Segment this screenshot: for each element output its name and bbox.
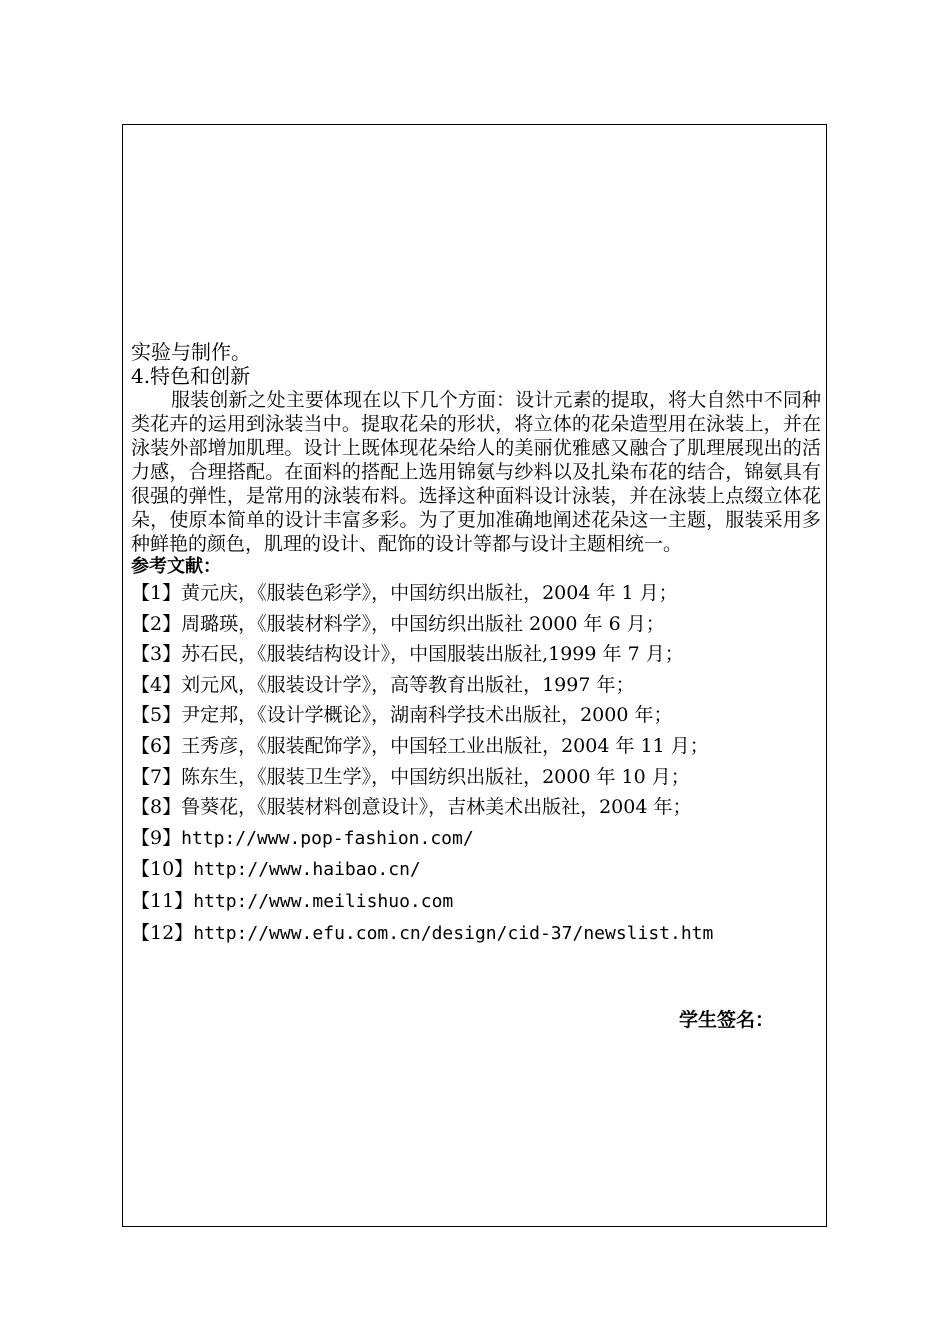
- reference-number: 【2】: [131, 612, 182, 635]
- continuation-text: 实验与制作。: [131, 340, 251, 364]
- reference-number: 【4】: [131, 673, 182, 696]
- body-paragraph: 服装创新之处主要体现在以下几个方面：设计元素的提取，将大自然中不同种类花卉的运用到泳装当中。提取花朵的形状，将立体的花朵造型用在泳装上，并在泳装外部增加肌理。设计上既体现花朵给人的美丽优雅感又融合了肌理展现出的活力感，合理搭配。在面料的搭配上选用锦氨与纱料以及扎染布花的结合，锦氨具有很强的弹性，是常用的泳装布料。选择这种面料设计泳装，并在泳装上点缀立体花朵，使原本简单的设计丰富多彩。为了更加准确地阐述花朵这一主题，服装采用多种鲜艳的颜色，肌理的设计、配饰的设计等都与设计主题相统一。: [131, 389, 821, 555]
- reference-item: [131, 762, 821, 793]
- reference-number: 【8】: [131, 796, 182, 819]
- reference-text: 陈东生，《服装卫生学》，中国纺织出版社，2000 年 10 月；: [181, 765, 690, 788]
- reference-text: 苏石民，《服装结构设计》，中国服装出版社,1999 年 7 月；: [181, 643, 684, 666]
- reference-number: 【12】: [131, 921, 194, 944]
- reference-item: [131, 670, 821, 701]
- reference-item: [131, 731, 821, 762]
- reference-number: 【6】: [131, 734, 182, 757]
- reference-text: 王秀彦，《服装配饰学》，中国轻工业出版社，2004 年 11 月；: [181, 734, 709, 757]
- reference-number: 【3】: [131, 643, 182, 666]
- reference-item: [131, 823, 821, 855]
- reference-url: http://www.pop-fashion.com/: [181, 827, 474, 849]
- reference-list: [131, 578, 821, 949]
- reference-item: [131, 639, 821, 670]
- document-content: [131, 340, 821, 949]
- reference-url: http://www.efu.com.cn/design/cid-37/newslist.htm: [193, 922, 714, 944]
- reference-item: [131, 578, 821, 609]
- reference-item: [131, 854, 821, 886]
- reference-number: 【5】: [131, 704, 182, 727]
- reference-number: 【10】: [131, 858, 194, 881]
- reference-item: [131, 609, 821, 640]
- reference-number: 【1】: [131, 582, 182, 604]
- reference-item: [131, 918, 821, 950]
- reference-item: [131, 700, 821, 731]
- reference-text: 尹定邦，《设计学概论》，湖南科学技术出版社，2000 年；: [181, 704, 673, 727]
- reference-number: 【7】: [131, 765, 182, 788]
- reference-number: 【9】: [131, 826, 182, 849]
- reference-number: 【11】: [131, 889, 194, 912]
- section-heading: 4.特色和创新: [131, 364, 251, 388]
- reference-text: 黄元庆，《服装色彩学》，中国纺织出版社，2004 年 1 月；: [181, 582, 678, 604]
- reference-url: http://www.haibao.cn/: [193, 859, 421, 881]
- reference-item: [131, 792, 821, 823]
- reference-item: [131, 886, 821, 918]
- reference-url: http://www.meilishuo.com: [193, 890, 454, 912]
- reference-text: 鲁葵花，《服装材料创意设计》，吉林美术出版社，2004 年；: [181, 796, 692, 819]
- reference-text: 刘元风，《服装设计学》，高等教育出版社，1997 年；: [181, 673, 635, 696]
- reference-text: 周璐瑛，《服装材料学》，中国纺织出版社 2000 年 6 月；: [181, 612, 665, 635]
- student-signature-label: 学生签名：: [679, 1009, 775, 1031]
- references-title: 参考文献：: [131, 556, 221, 577]
